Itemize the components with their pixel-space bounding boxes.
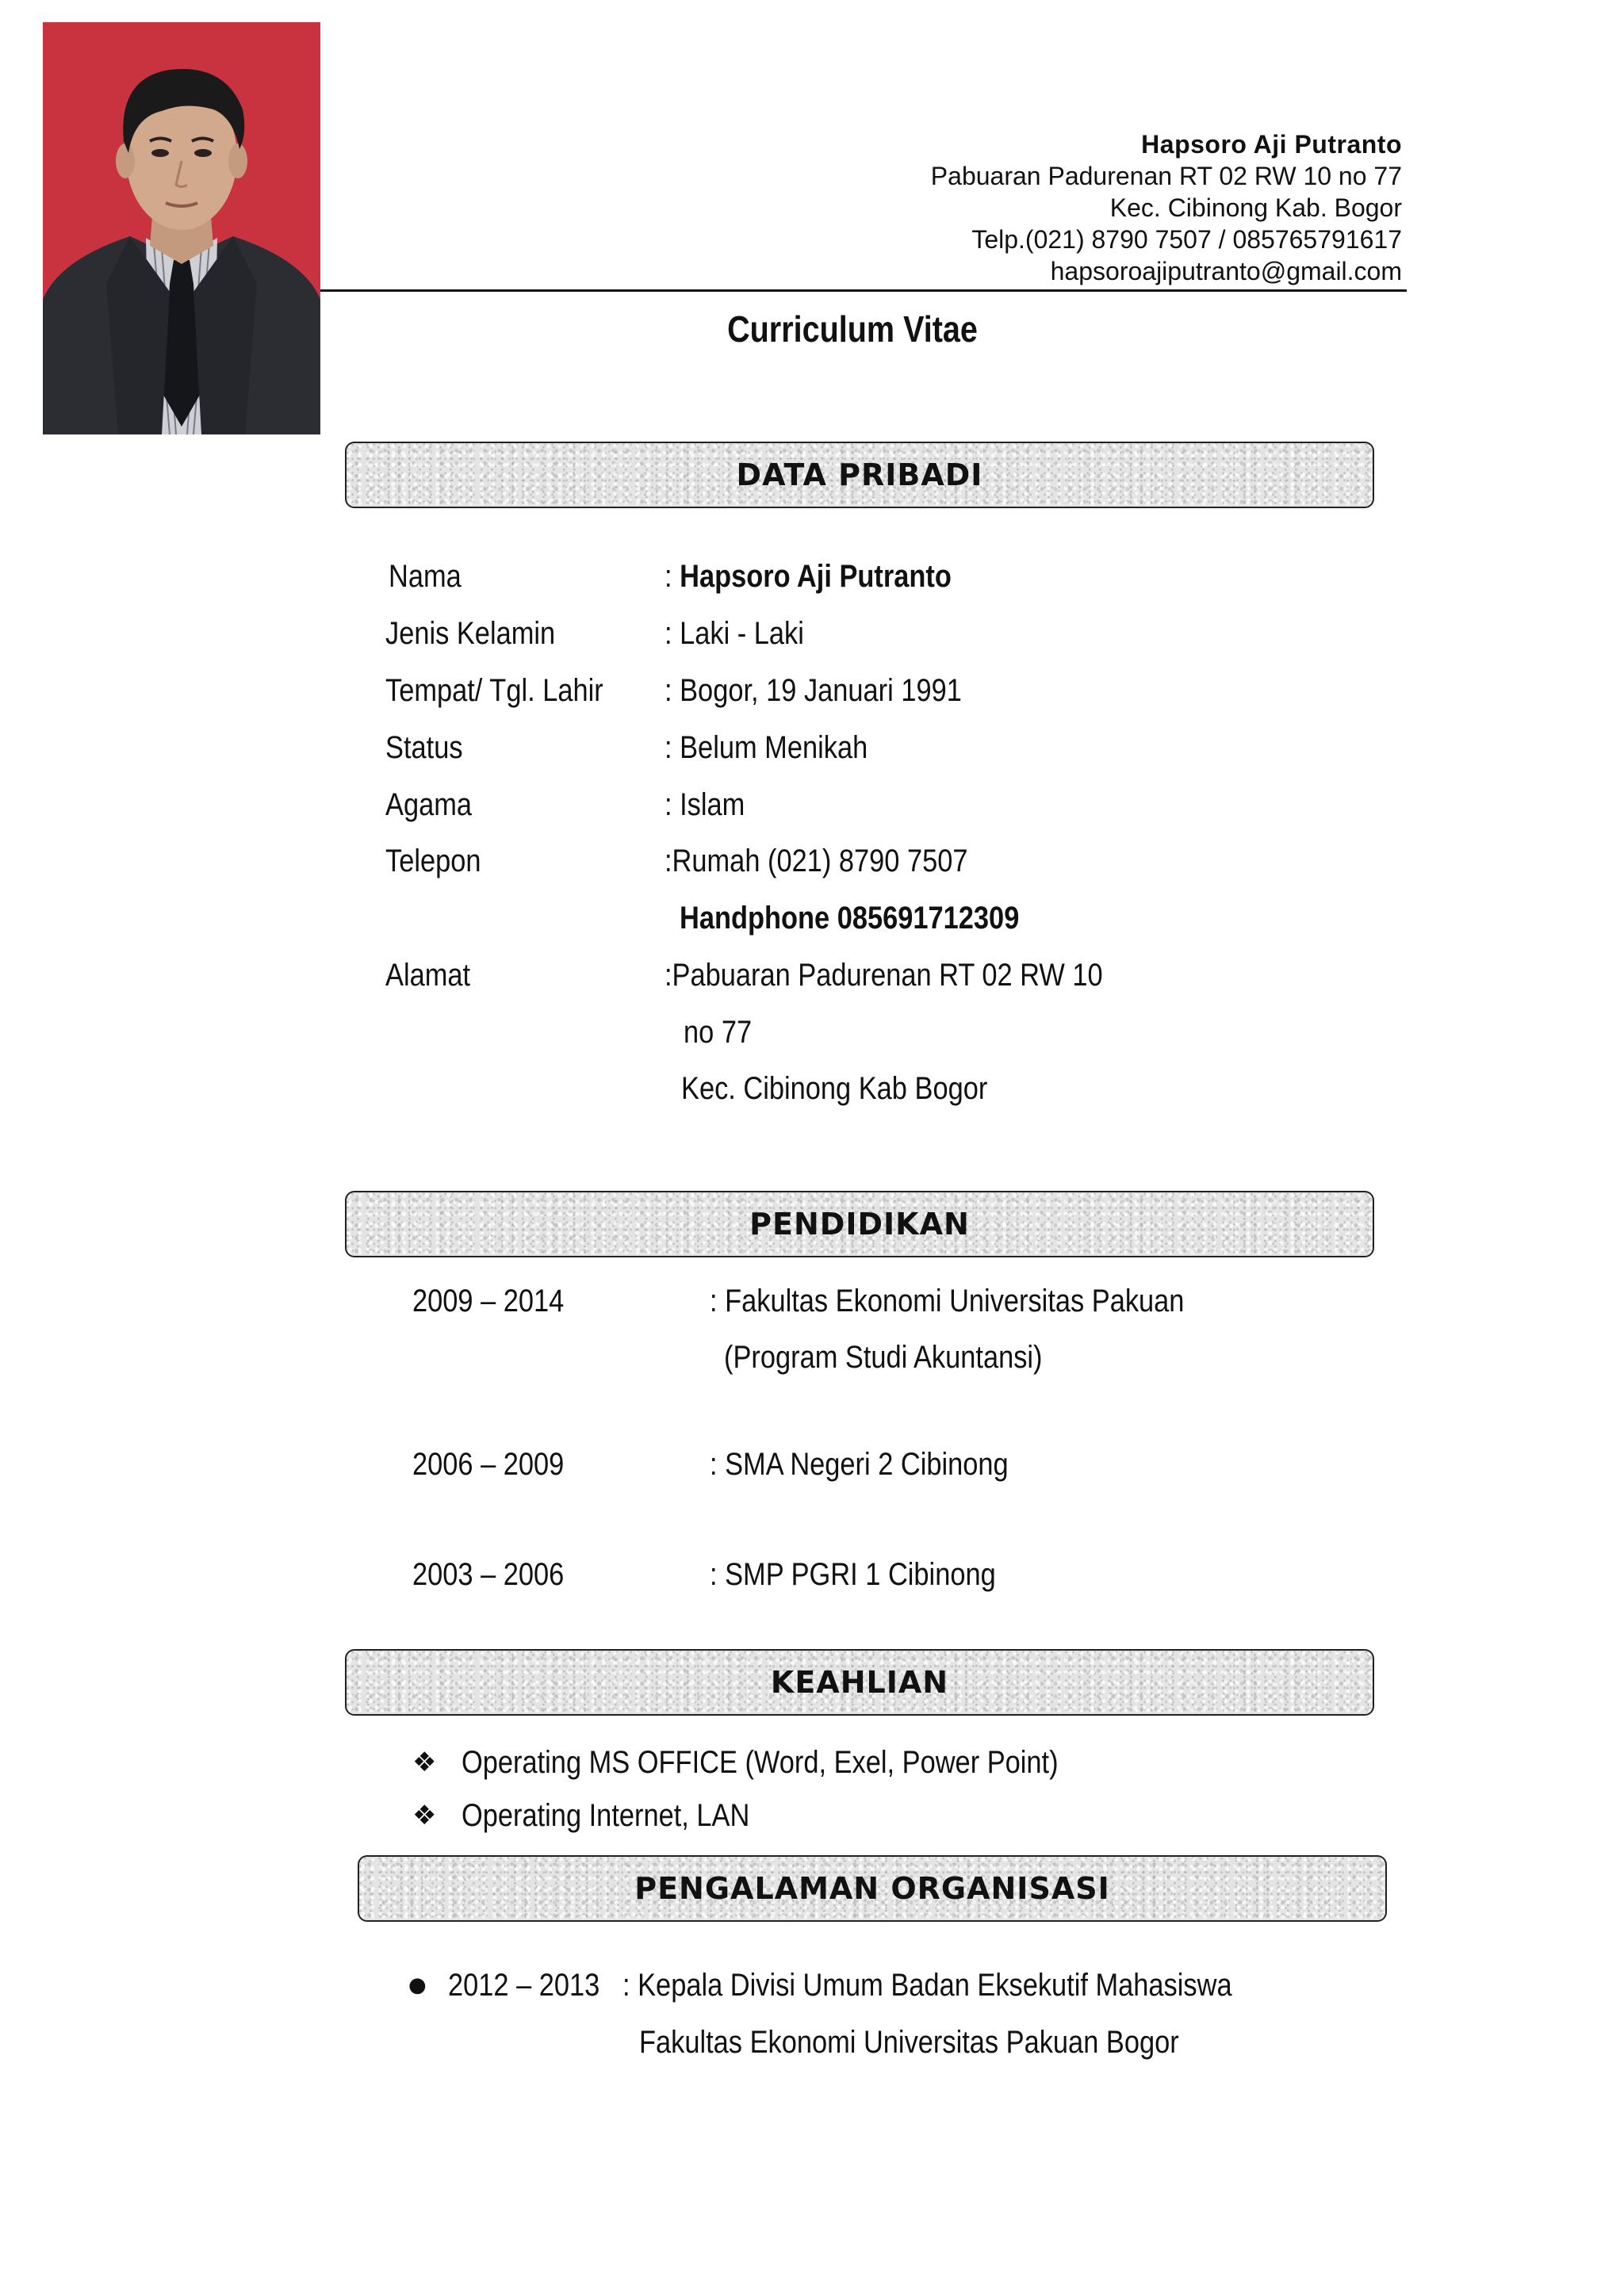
profile-photo [43,22,320,434]
section-banner-personal [345,442,1374,508]
diamond-bullet-icon: ❖ [412,1747,437,1778]
label-ttl: Tempat/ Tgl. Lahir [385,673,603,708]
education-school: : Fakultas Ekonomi Universitas Pakuan [710,1284,1185,1318]
value-nama-text: Hapsoro Aji Putranto [680,559,952,594]
contact-block [931,128,1402,287]
education-years: 2006 – 2009 [412,1447,565,1482]
header-divider [320,289,1407,292]
value-jenis-kelamin: : Laki - Laki [665,616,804,651]
value-nama [665,557,952,596]
section-banner-skills [345,1649,1374,1716]
value-alamat-line2: no 77 [684,1015,753,1050]
label-nama: Nama [389,559,462,594]
section-banner-education [345,1191,1374,1257]
skill-item: Operating Internet, LAN [462,1798,750,1833]
value-agama: : Islam [665,787,745,822]
header-email: hapsoroajiputranto@gmail.com [1050,257,1402,285]
value-alamat-line1: :Pabuaran Padurenan RT 02 RW 10 [665,958,1103,993]
education-years: 2009 – 2014 [412,1284,565,1318]
section-banner-organization [358,1855,1387,1922]
label-status: Status [385,730,463,765]
document-title: Curriculum Vitae [727,308,978,350]
label-agama: Agama [385,787,473,822]
value-status: : Belum Menikah [665,730,868,765]
round-bullet-icon: ● [408,1973,427,1997]
header-address-line1: Pabuaran Padurenan RT 02 RW 10 no 77 [930,162,1402,190]
organization-place: Fakultas Ekonomi Universitas Pakuan Bogor [639,2025,1179,2060]
organization-years: 2012 – 2013 [448,1968,600,2003]
section-title-organization: PENGALAMAN ORGANISASI [634,1871,1110,1906]
value-nama-colon: : [665,559,680,594]
value-handphone: Handphone 085691712309 [680,901,1020,936]
section-title-education: PENDIDIKAN [749,1207,970,1242]
header-address-line2: Kec. Cibinong Kab. Bogor [1109,193,1402,222]
value-ttl: : Bogor, 19 Januari 1991 [665,673,962,708]
label-jenis-kelamin: Jenis Kelamin [385,616,556,651]
section-title-skills: KEAHLIAN [770,1665,949,1700]
label-alamat: Alamat [385,958,471,993]
skill-item: Operating MS OFFICE (Word, Exel, Power Point) [462,1745,1059,1780]
education-school: : SMP PGRI 1 Cibinong [710,1557,996,1592]
education-school: : SMA Negeri 2 Cibinong [710,1447,1009,1482]
organization-role: : Kepala Divisi Umum Badan Eksekutif Mahasiswa [622,1968,1232,2003]
value-telepon: :Rumah (021) 8790 7507 [665,844,968,878]
section-title-personal: DATA PRIBADI [736,457,983,492]
value-alamat-line3: Kec. Cibinong Kab Bogor [681,1071,988,1106]
diamond-bullet-icon: ❖ [412,1800,437,1831]
education-years: 2003 – 2006 [412,1557,565,1592]
header-name: Hapsoro Aji Putranto [1141,130,1402,159]
label-telepon: Telepon [385,844,481,878]
education-note: (Program Studi Akuntansi) [724,1340,1043,1375]
header-phone: Telp.(021) 8790 7507 / 085765791617 [971,225,1402,254]
